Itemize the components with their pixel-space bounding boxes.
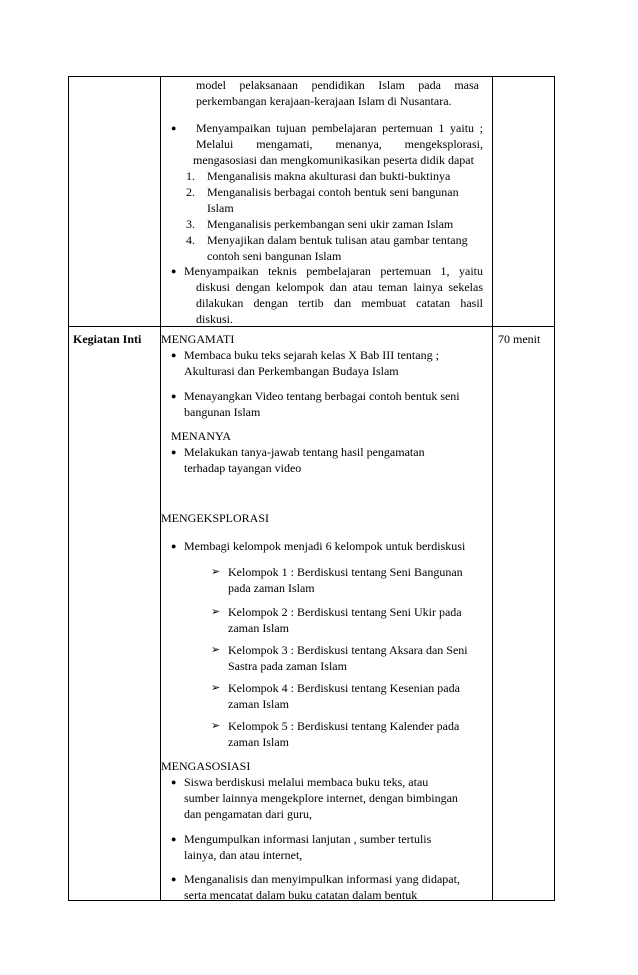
item-text: Menganalisis perkembangan seni ukir zaman Islam [207,217,454,231]
intro-line-2: perkembangan kerajaan-kerajaan Islam di Nusantara. [196,94,452,108]
bullet-icon: ● [171,777,177,787]
tujuan-list [161,168,483,264]
bullet-text: dan pengamatan dari guru, [184,807,312,821]
bullet-text: bangunan Islam [184,405,261,419]
bullet-icon: ● [171,391,177,401]
mengasosiasi-bullet-3 [161,871,483,903]
duration-cell: 70 menit [493,327,555,901]
teknis-line-1: Menyampaikan teknis pembelajaran pertemuan 1, yaitu [184,264,483,278]
intro-paragraph [196,77,479,109]
bullet-text: Menayangkan Video tentang berbagai contoh bentuk seni [184,389,460,403]
kelompok-text: zaman Islam [228,735,289,749]
item-number: 2. [186,185,195,199]
kelompok-2 [161,604,483,636]
bullet-icon: ● [171,874,177,884]
item-number: 1. [186,169,195,183]
bullet-text: Mengumpulkan informasi lanjutan , sumber tertulis [184,832,432,846]
heading-mengasosiasi: MENGASOSIASI [161,759,251,773]
bullet-text: Melakukan tanya-jawab tentang hasil pengamatan [184,445,425,459]
bullet-text: terhadap tayangan video [184,461,302,475]
heading-mengamati: MENGAMATI [161,332,235,346]
mengasosiasi-bullet-2 [161,831,483,863]
tujuan-item-1 [161,168,483,184]
kelompok-1 [161,564,483,596]
bullet-icon: ● [171,447,177,457]
item-number: 3. [186,217,195,231]
bullet-text: Membaca buku teks sejarah kelas X Bab III tentang ; [184,348,439,362]
tujuan-line-3: mengasosiasi dan mengkomunikasikan peserta didik dapat [193,153,474,167]
item-text: Islam [207,201,234,215]
bullet-icon: ● [171,834,177,844]
item-text: Menyajikan dalam bentuk tulisan atau gambar tentang [207,233,468,247]
item-text: Menganalisis makna akulturasi dan bukti-buktinya [207,169,451,183]
mengamati-bullet-1 [161,347,483,379]
kelompok-text: Kelompok 4 : Berdiskusi tentang Kesenian pada [228,681,460,695]
bullet-text: Membagi kelompok menjadi 6 kelompok untuk berdiskusi [184,539,466,553]
kelompok-text: zaman Islam [228,697,289,711]
kelompok-text: Kelompok 5 : Berdiskusi tentang Kalender pada [228,719,460,733]
tujuan-item-3 [161,216,483,232]
arrow-bullet-icon: ➢ [211,720,221,732]
item-text: Menganalisis berbagai contoh bentuk seni bangunan [207,185,459,199]
kelompok-3 [161,642,483,674]
kelompok-5 [161,718,483,750]
bullet-text: Menganalisis dan menyimpulkan informasi yang didapat, [184,872,460,886]
teknis-line-3: dilakukan dengan tertib dan membuat catatan hasil [196,296,483,310]
teknis-line-4: diskusi. [196,312,234,326]
kelompok-text: zaman Islam [228,621,289,635]
kegiatan-inti-row [69,327,555,901]
tujuan-line-1: Menyampaikan tujuan pembelajaran pertemuan 1 yaitu ; [196,121,483,135]
bullet-icon: ● [171,350,177,360]
bullet-text: sumber lainnya mengekplore internet, dengan bimbingan [184,791,458,805]
tujuan-line-2: Melalui mengamati, menanya, mengeksplorasi, [196,137,483,151]
kegiatan-inti-content [161,327,493,901]
bullet-text: serta mencatat dalam buku catatan dalam bentuk [184,888,418,902]
continuation-row [69,77,555,327]
teknis-block [161,263,483,327]
arrow-bullet-icon: ➢ [211,606,221,618]
bullet-text: lainya, dan atau internet, [184,848,303,862]
kegiatan-inti-label: Kegiatan Inti [69,327,161,901]
kelompok-4 [161,680,483,712]
arrow-bullet-icon: ➢ [211,644,221,656]
continuation-content-cell [161,77,493,327]
item-text: contoh seni bangunan Islam [207,249,342,263]
item-number: 4. [186,233,195,247]
bullet-text: Siswa berdiskusi melalui membaca buku teks, atau [184,775,429,789]
empty-duration-cell [493,77,555,327]
empty-label-cell [69,77,161,327]
intro-line-1: model pelaksanaan pendidikan Islam pada masa [196,78,479,92]
bullet-icon: ● [171,541,177,551]
teknis-line-2: diskusi dengan kelompok dan atau teman lainya sekelas [196,280,483,294]
kelompok-text: Sastra pada zaman Islam [228,659,347,673]
arrow-bullet-icon: ➢ [211,682,221,694]
mengasosiasi-bullet-1 [161,774,483,822]
bullet-icon: ● [171,123,177,133]
kelompok-text: Kelompok 3 : Berdiskusi tentang Aksara dan Seni [228,643,468,657]
mengamati-bullet-2 [161,388,483,420]
lesson-plan-table [68,76,555,901]
menanya-bullet-1 [161,444,483,476]
kelompok-text: pada zaman Islam [228,581,315,595]
mengeksplorasi-bullet-1 [161,538,483,554]
bullet-text: Akulturasi dan Perkembangan Budaya Islam [184,364,399,378]
arrow-bullet-icon: ➢ [211,566,221,578]
tujuan-item-2 [161,184,483,216]
kelompok-text: Kelompok 2 : Berdiskusi tentang Seni Ukir pada [228,605,462,619]
heading-mengeksplorasi: MENGEKSPLORASI [161,511,270,525]
bullet-icon: ● [171,266,177,276]
tujuan-block [161,120,483,264]
kelompok-text: Kelompok 1 : Berdiskusi tentang Seni Bangunan [228,565,463,579]
heading-menanya: MENANYA [171,429,231,443]
tujuan-item-4 [161,232,483,264]
